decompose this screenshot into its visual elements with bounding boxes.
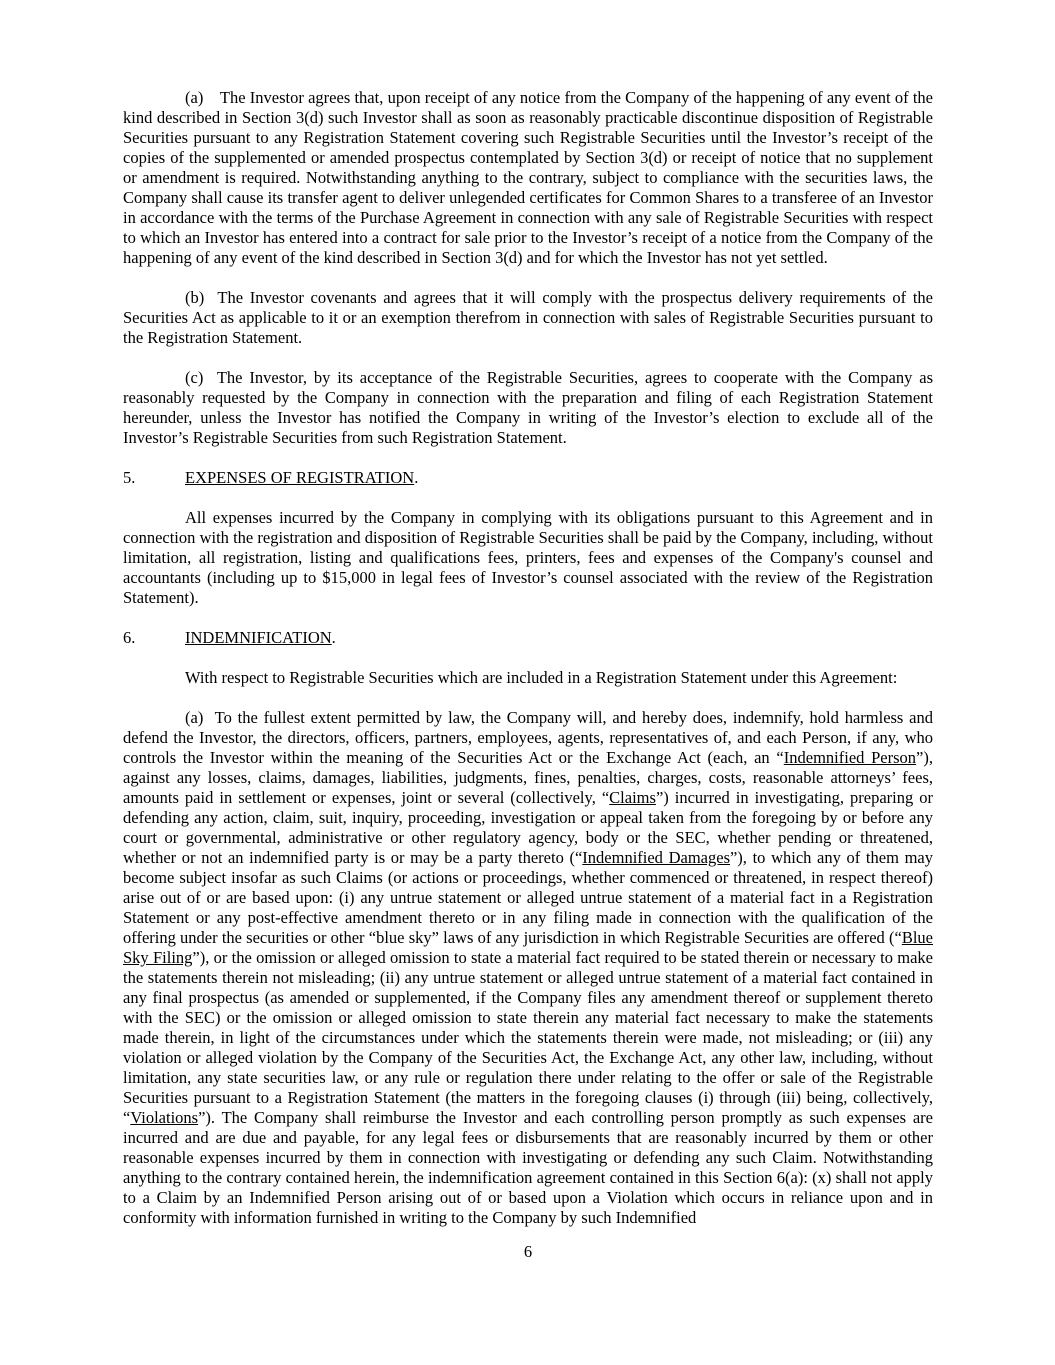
document-body (123, 88, 933, 1228)
text-run: All expenses incurred by the Company in complying with its obligations pursuant to this Agreement and in connection with the registration and disposition of Registrable Securities shall be paid by the Company, including, without limitation, all registration, listing and qualifications fees, printers, fees and expenses of the Company's counsel and accountants (including up to $15,000 in legal fees of Investor’s counsel associated with the review of the Registration Statement). (123, 508, 933, 607)
page-number: 6 (523, 1242, 533, 1261)
text-run: (a) To the fullest extent permitted by law, the Company will, and hereby does, indemnify, hold harmless and defend the Investor, the directors, officers, partners, employees, agents, representatives of, and each Person, if any, who controls the Investor within the meaning of the Securities Act or the Exchange Act (each, an “ (123, 708, 933, 767)
section-number: 5. (123, 468, 136, 487)
paragraph (123, 88, 933, 268)
section-heading (123, 468, 933, 488)
text-run: ”), against any losses, claims, damages, liabilities, judgments, fines, penalties, charges, costs, reasonable attorneys’ fees, amounts paid in settlement or expenses, joint or several (collectively, “ (123, 748, 933, 807)
section-title-suffix: . (331, 628, 336, 647)
defined-term: Indemnified Person (783, 748, 917, 767)
text-run: (b) The Investor covenants and agrees that it will comply with the prospectus delivery requirements of the Securities Act as applicable to it or an exemption therefrom in connection with sales of Registrable Securities pursuant to the Registration Statement. (123, 288, 933, 347)
defined-term: Blue Sky Filing (123, 928, 933, 967)
text-run: (a) The Investor agrees that, upon receipt of any notice from the Company of the happening of any event of the kind described in Section 3(d) such Investor shall as soon as reasonably practicable discontinue disposition of Registrable Securities pursuant to any Registration Statement covering such Registrable Securities until the Investor’s receipt of the copies of the supplemented or amended prospectus contemplated by Section 3(d) or receipt of notice that no supplement or amendment is required. Notwithstanding anything to the contrary, subject to compliance with the securities laws, the Company shall cause its transfer agent to deliver unlegended certificates for Common Shares to a transferee of an Investor in accordance with the terms of the Purchase Agreement in connection with any sale of Registrable Securities with respect to which an Investor has entered into a contract for sale prior to the Investor’s receipt of a notice from the Company of the happening of any event of the kind described in Section 3(d) and for which the Investor has not yet settled. (123, 88, 933, 267)
text-run: ”), to which any of them may become subject insofar as such Claims (or actions or proceedings, whether commenced or threatened, in respect thereof) arise out of or are based upon: (i) any untrue statement or alleged untrue statement of a material fact in a Registration Statement or any post-effective amendment thereto or in any filing made in connection with the qualification of the offering under the securities or other “blue sky” laws of any jurisdiction in which Registrable Securities are offered (“ (123, 848, 933, 947)
defined-term: Violations (130, 1108, 199, 1127)
section-heading (123, 628, 933, 648)
paragraph (123, 708, 933, 1228)
defined-term: Indemnified Damages (582, 848, 730, 867)
section-title: INDEMNIFICATION (185, 628, 332, 647)
text-run: ”). The Company shall reimburse the Investor and each controlling person promptly as such expenses are incurred and are due and payable, for any legal fees or disbursements that are reasonably incurred by them or other reasonable expenses incurred by them in connection with investigating or defending any such Claim. Notwithstanding anything to the contrary contained herein, the indemnification agreement contained in this Section 6(a): (x) shall not apply to a Claim by an Indemnified Person arising out of or based upon a Violation which occurs in reliance upon and in conformity with information furnished in writing to the Company by such Indemnified (123, 1108, 933, 1227)
paragraph (123, 288, 933, 348)
section-title-suffix: . (414, 468, 419, 487)
text-run: (c) The Investor, by its acceptance of the Registrable Securities, agrees to cooperate with the Company as reasonably requested by the Company in connection with the preparation and filing of each Registration Statement hereunder, unless the Investor has notified the Company in writing of the Investor’s election to exclude all of the Investor’s Registrable Securities from such Registration Statement. (123, 368, 933, 447)
text-run: With respect to Registrable Securities which are included in a Registration Statement under this Agreement: (185, 668, 898, 687)
paragraph (123, 508, 933, 608)
text-run: ”) incurred in investigating, preparing or defending any action, claim, suit, inquiry, proceeding, investigation or appeal taken from the foregoing by or before any court or governmental, administrative or other regulatory agency, body or the SEC, whether pending or threatened, whether or not an indemnified party is or may be a party thereto (“ (123, 788, 933, 867)
section-title: EXPENSES OF REGISTRATION (185, 468, 415, 487)
text-run: ”), or the omission or alleged omission to state a material fact required to be stated therein or necessary to make the statements therein not misleading; (ii) any untrue statement or alleged untrue statement of a material fact contained in any final prospectus (as amended or supplemented, if the Company files any amendment thereof or supplement thereto with the SEC) or the omission or alleged omission to state therein any material fact necessary to make the statements made therein, in light of the circumstances under which the statements therein were made, not misleading; or (iii) any violation or alleged violation by the Company of the Securities Act, the Exchange Act, any other law, including, without limitation, any state securities law, or any rule or regulation there under relating to the offer or sale of the Registrable Securities pursuant to a Registration Statement (the matters in the foregoing clauses (i) through (iii) being, collectively, “ (123, 948, 933, 1127)
paragraph (123, 668, 933, 688)
defined-term: Claims (609, 788, 656, 807)
paragraph (123, 368, 933, 448)
section-number: 6. (123, 628, 136, 647)
